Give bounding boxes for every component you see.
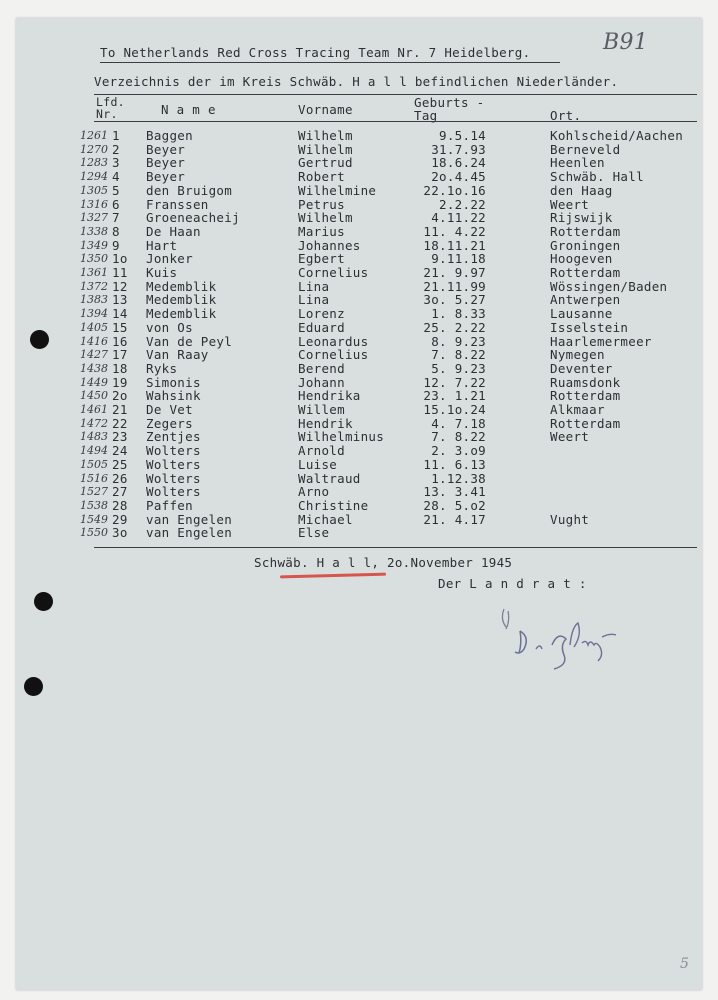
cell-ort: Vught [550,511,590,527]
handwritten-record-number: 1338 [80,224,108,238]
cell-geburtstag: 5. 9.23 [431,360,486,376]
cell-nr: 21 [112,402,128,417]
column-header-geburtstag-text: Geburts - Tag [414,95,485,123]
cell-geburtstag: 18.6.24 [431,155,486,171]
cell-vorname: Wilhelminus [298,429,385,445]
cell-name: Hart [146,237,178,253]
cell-geburtstag: 23. 1.21 [423,388,486,404]
cell-name: Groeneacheij [146,210,240,226]
handwritten-record-number: 1294 [80,170,108,184]
cell-nr: 8 [112,223,120,239]
cell-name: Baggen [146,128,193,143]
cell-geburtstag: 31.7.93 [431,141,486,157]
cell-name: Beyer [146,155,186,171]
punch-hole [24,677,43,696]
cell-nr: 22 [112,415,128,431]
cell-name: Medemblik [146,278,217,294]
handwritten-record-number: 1305 [80,183,108,197]
cell-ort: Haarlemermeer [550,333,652,349]
cell-vorname: Christine [298,497,369,513]
cell-nr: 7 [112,210,120,226]
cell-nr: 26 [112,470,128,486]
cell-geburtstag: 7. 8.22 [431,347,486,363]
column-header-nr-text: Lfd. Nr. [96,95,125,121]
cell-vorname: Marius [298,223,345,239]
cell-nr: 15 [112,319,128,335]
cell-geburtstag: 4.11.22 [431,210,486,226]
document-page [16,18,702,990]
cell-ort: Heenlen [550,155,605,171]
handwritten-record-number: 1438 [80,361,108,375]
handwritten-record-number: 1550 [80,526,108,540]
cell-vorname: Michael [298,511,353,527]
cell-name: Wolters [146,443,201,459]
cell-nr: 25 [112,456,128,472]
header-bottom-rule [94,121,697,122]
column-header-ort: Ort. [550,108,582,123]
cell-vorname: Gertrud [298,155,353,171]
cell-ort: Groningen [550,237,621,253]
cell-geburtstag: 8. 9.23 [431,333,486,349]
cell-nr: 14 [112,306,128,322]
cell-ort: Lausanne [550,306,613,322]
handwritten-record-number: 1372 [80,279,108,293]
handwritten-record-number: 1383 [80,293,108,307]
cell-geburtstag: 3o. 5.27 [423,292,486,308]
table-top-rule [94,94,697,95]
cell-geburtstag: 18.11.21 [423,237,486,253]
cell-geburtstag: 21.11.99 [423,278,486,294]
cell-vorname: Arnold [298,443,345,459]
handwritten-record-number: 1527 [80,485,108,499]
cell-geburtstag: 1.12.38 [431,470,486,486]
cell-nr: 9 [112,237,120,253]
cell-name: Jonker [146,251,193,267]
punch-hole [30,330,49,349]
cell-geburtstag: 1. 8.33 [431,306,486,322]
cell-ort: Rotterdam [550,415,621,431]
cell-geburtstag: 25. 2.22 [423,319,486,335]
cell-vorname: Lorenz [298,306,345,322]
cell-nr: 13 [112,292,128,308]
punch-hole [34,592,53,611]
handwritten-record-number: 1472 [80,416,108,430]
cell-geburtstag: 7. 8.22 [431,429,486,445]
handwritten-record-number: 1361 [80,266,108,279]
cell-vorname: Johann [298,374,345,390]
signature [498,603,638,673]
cell-nr: 19 [112,374,128,390]
cell-geburtstag: 11. 6.13 [423,456,486,472]
cell-nr: 1 [112,128,120,143]
cell-ort: Ruamsdonk [550,374,621,390]
cell-vorname: Johannes [298,237,361,253]
cell-geburtstag: 21. 9.97 [423,265,486,280]
cell-vorname: Waltraud [298,470,361,486]
cell-geburtstag: 2.2.22 [439,196,486,212]
cell-geburtstag: 12. 7.22 [423,374,486,390]
cell-ort: Rotterdam [550,223,621,239]
cell-nr: 2o [112,388,128,404]
cell-nr: 16 [112,333,128,349]
cell-nr: 27 [112,484,128,500]
cell-nr: 6 [112,196,120,212]
cell-ort: Wössingen/Baden [550,278,668,294]
cell-vorname: Luise [298,456,338,472]
cell-name: Wolters [146,484,201,500]
handwritten-record-number: 1416 [80,334,108,348]
cell-geburtstag: 13. 3.41 [423,484,486,500]
red-pencil-underline [280,573,386,579]
cell-nr: 2 [112,141,120,157]
cell-nr: 24 [112,443,128,459]
cell-vorname: Berend [298,360,345,376]
cell-ort: den Haag [550,182,613,198]
cell-nr: 3 [112,155,120,171]
cell-name: van Engelen [146,525,233,541]
cell-name: Paffen [146,497,193,513]
signature-text: gez. Dr. Schlinger [498,603,509,604]
cell-name: den Bruigom [146,182,233,198]
column-header-nr [96,96,125,120]
cell-ort: Weert [550,429,590,445]
signatory-label: Der L a n d r a t : [438,576,587,591]
cell-name: De Vet [146,402,193,417]
cell-geburtstag: 22.1o.16 [423,182,486,198]
cell-geburtstag: 9.11.18 [431,251,486,267]
handwritten-record-number: 1394 [80,307,108,321]
cell-nr: 11 [112,265,128,280]
cell-vorname: Eduard [298,319,345,335]
handwritten-record-number: 1349 [80,238,108,252]
table-bottom-rule [94,547,697,548]
cell-vorname: Wilhelm [298,141,353,157]
cell-vorname: Willem [298,402,345,417]
cell-geburtstag: 15.1o.24 [423,402,486,417]
cell-name: Simonis [146,374,201,390]
cell-vorname: Leonardus [298,333,369,349]
cell-ort: Weert [550,196,590,212]
handwritten-record-number: 1461 [80,403,108,416]
cell-name: Ryks [146,360,178,376]
cell-name: Kuis [146,265,178,280]
cell-name: Zegers [146,415,193,431]
handwritten-record-number: 1549 [80,512,108,526]
cell-ort: Kohlscheid/Aachen [550,128,684,143]
cell-nr: 28 [112,497,128,513]
cell-name: Medemblik [146,292,217,308]
cell-ort: Rijswijk [550,210,613,226]
cell-nr: 12 [112,278,128,294]
cell-vorname: Hendrika [298,388,361,404]
handwritten-record-number: 1483 [80,430,108,444]
cell-ort: Nymegen [550,347,605,363]
cell-name: Medemblik [146,306,217,322]
cell-ort: Rotterdam [550,265,621,280]
handwritten-record-number: 1538 [80,498,108,512]
cell-vorname: Hendrik [298,415,353,431]
cell-name: Zentjes [146,429,201,445]
handwritten-record-number: 1283 [80,156,108,170]
addressee-underline [100,62,560,63]
cell-vorname: Cornelius [298,347,369,363]
cell-vorname: Wilhelm [298,128,353,143]
cell-name: Wahsink [146,388,201,404]
cell-vorname: Lina [298,278,330,294]
handwritten-record-number: 1449 [80,375,108,389]
cell-nr: 3o [112,525,128,541]
cell-geburtstag: 2. 3.o9 [431,443,486,459]
handwritten-record-number: 1450 [80,389,108,403]
cell-ort: Schwäb. Hall [550,169,644,185]
handwritten-record-number: 1516 [80,471,108,485]
handwritten-record-number: 1505 [80,457,108,471]
cell-name: Van Raay [146,347,209,363]
cell-vorname: Else [298,525,330,541]
addressee-line: To Netherlands Red Cross Tracing Team Nr. 7 Heidelberg. [100,45,531,60]
cell-vorname: Wilhelm [298,210,353,226]
handwritten-record-number: 1316 [80,197,108,211]
cell-ort: Isselstein [550,319,629,335]
cell-geburtstag: 2o.4.45 [431,169,486,185]
cell-vorname: Petrus [298,196,345,212]
column-header-geburtstag [414,96,484,122]
cell-geburtstag: 9.5.14 [439,128,486,143]
cell-geburtstag: 21. 4.17 [423,511,486,527]
cell-vorname: Arno [298,484,330,500]
cell-ort: Rotterdam [550,388,621,404]
cell-vorname: Wilhelmine [298,182,377,198]
cell-name: De Haan [146,223,201,239]
handwritten-record-number: 1327 [80,211,108,225]
handwritten-record-number: 1427 [80,348,108,362]
cell-nr: 18 [112,360,128,376]
cell-vorname: Egbert [298,251,345,267]
handwritten-record-number: 1261 [80,129,108,142]
handwritten-reference: B91 [603,30,649,55]
cell-name: von Os [146,319,193,335]
cell-ort: Antwerpen [550,292,621,308]
cell-nr: 1o [112,251,128,267]
cell-name: Franssen [146,196,209,212]
cell-nr: 23 [112,429,128,445]
cell-geburtstag: 11. 4.22 [423,223,486,239]
cell-name: Beyer [146,141,186,157]
cell-name: Wolters [146,470,201,486]
handwritten-record-number: 1494 [80,444,108,458]
column-header-name: N a m e [161,102,216,117]
cell-ort: Hoogeven [550,251,613,267]
cell-nr: 29 [112,511,128,527]
cell-vorname: Robert [298,169,345,185]
cell-nr: 5 [112,182,120,198]
cell-name: Wolters [146,456,201,472]
handwritten-record-number: 1270 [80,142,108,156]
cell-ort: Berneveld [550,141,621,157]
cell-vorname: Lina [298,292,330,308]
cell-name: Beyer [146,169,186,185]
cell-nr: 17 [112,347,128,363]
page-number-mark: 5 [680,956,690,972]
cell-ort: Deventer [550,360,613,376]
document-title: Verzeichnis der im Kreis Schwäb. H a l l befindlichen Niederländer. [94,74,619,89]
place-date: Schwäb. H a l l, 2o.November 1945 [254,555,513,570]
cell-nr: 4 [112,169,120,185]
cell-name: Van de Peyl [146,333,233,349]
handwritten-record-number: 1350 [80,252,108,266]
cell-geburtstag: 4. 7.18 [431,415,486,431]
handwritten-record-number: 1405 [80,320,108,334]
cell-vorname: Cornelius [298,265,369,280]
column-header-vorname: Vorname [298,102,353,117]
cell-name: van Engelen [146,511,233,527]
cell-ort: Alkmaar [550,402,605,417]
cell-geburtstag: 28. 5.o2 [423,497,486,513]
